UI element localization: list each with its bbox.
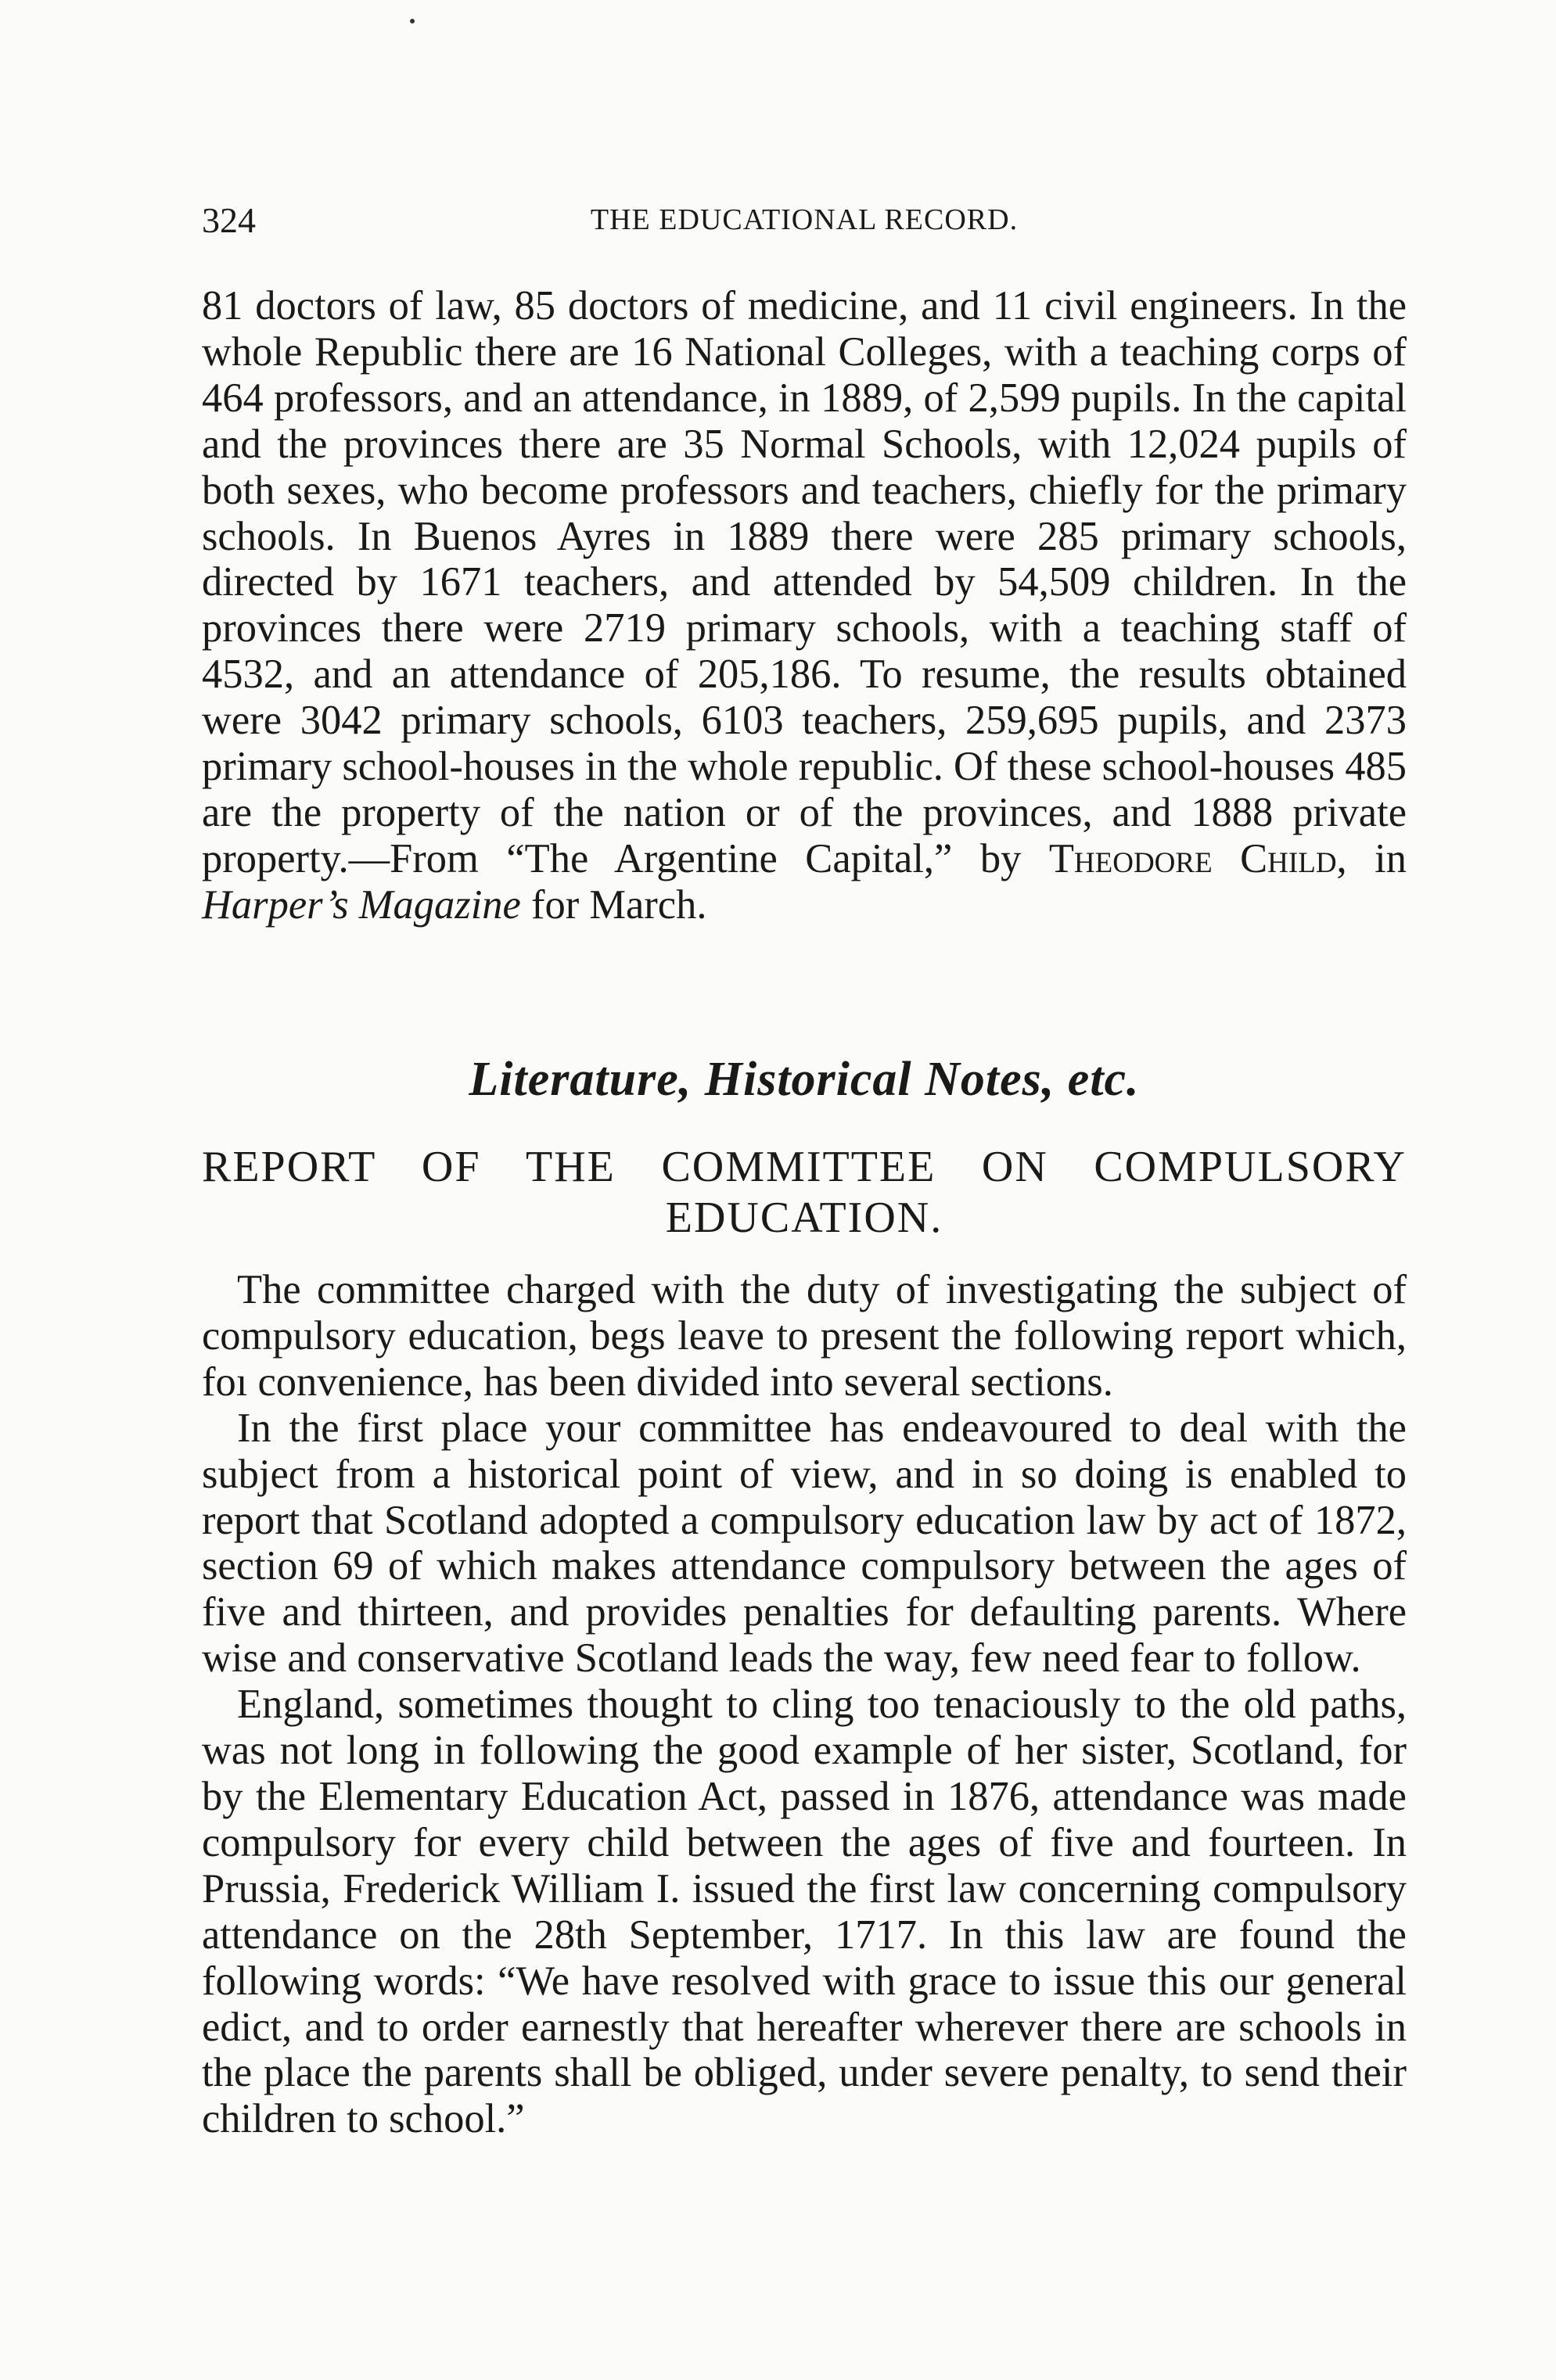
- author-name: Theodore Child: [1048, 835, 1337, 881]
- page-header: [202, 199, 1407, 246]
- intro-text: [202, 283, 1407, 928]
- report-title-line-2: EDUCATION.: [665, 1194, 943, 1242]
- page-number: 324: [202, 200, 256, 240]
- report-title: [202, 1142, 1407, 1244]
- intro-paragraph: [202, 283, 1407, 928]
- ink-speck: [410, 19, 415, 23]
- report-body: [202, 1267, 1407, 2142]
- report-paragraph-2: In the first place your committee has endeavoured to deal with the subject from a historical point of view, and in so doing is enabled to report that Scotland adopted a compulsory education law by act of 1872, section 69 of which makes attendance compulsory between the ages of five and thirteen, and provides penalties for defaulting parents. Where wise and conservative Scotland leads the way, few need fear to follow.: [202, 1405, 1407, 1682]
- magazine-title: Harper’s Magazine: [202, 881, 521, 928]
- report-paragraph-3: England, sometimes thought to cling too tenaciously to the old paths, was not long in following the good example of her sister, Scotland, for by the Elementary Education Act, passed in 1876, attendance was made compulsory for every child between the ages of five and fourteen. In Prussia, Frederick William I. issued the first law concerning compulsory attendance on the 28th September, 1717. In this law are found the following words: “We have resolved with grace to issue this our general edict, and to order earnestly that hereafter wherever there are schools in the place the parents shall be obliged, under severe penalty, to send their children to school.”: [202, 1682, 1407, 2142]
- intro-text-between: , in: [1336, 835, 1407, 881]
- report-title-line-1: REPORT OF THE COMMITTEE ON COMPULSORY: [202, 1143, 1407, 1191]
- intro-text-end: for March.: [530, 881, 707, 928]
- intro-text-main: 81 doctors of law, 85 doctors of medicine, and 11 civil engineers. In the whole Republic there are 16 National Colleges, with a teaching corps of 464 professors, and an attendance, in 1889, of 2,599 pupils. In the capital and the provinces there are 35 Normal Schools, with 12,024 pupils of both sexes, who become professors and teachers, chiefly for the primary schools. In Buenos Ayres in 1889 there were 285 primary schools, directed by 1671 teachers, and attended by 54,509 children. In the provinces there were 2719 primary schools, with a teaching staff of 4532, and an attendance of 205,186. To resume, the results obtained were 3042 primary schools, 6103 teachers, 259,695 pupils, and 2373 primary school-houses in the whole republic. Of these school-houses 485 are the property of the nation or of the provinces, and 1888 private property.—From “The Argentine Capital,” by: [202, 283, 1407, 881]
- report-paragraph-1: The committee charged with the duty of investigating the subject of compulsory education, begs leave to present the following report which, foı convenience, has been divided into several sections.: [202, 1267, 1407, 1405]
- section-heading: Literature, Historical Notes, etc.: [469, 1053, 1140, 1106]
- running-head: THE EDUCATIONAL RECORD.: [590, 203, 1019, 236]
